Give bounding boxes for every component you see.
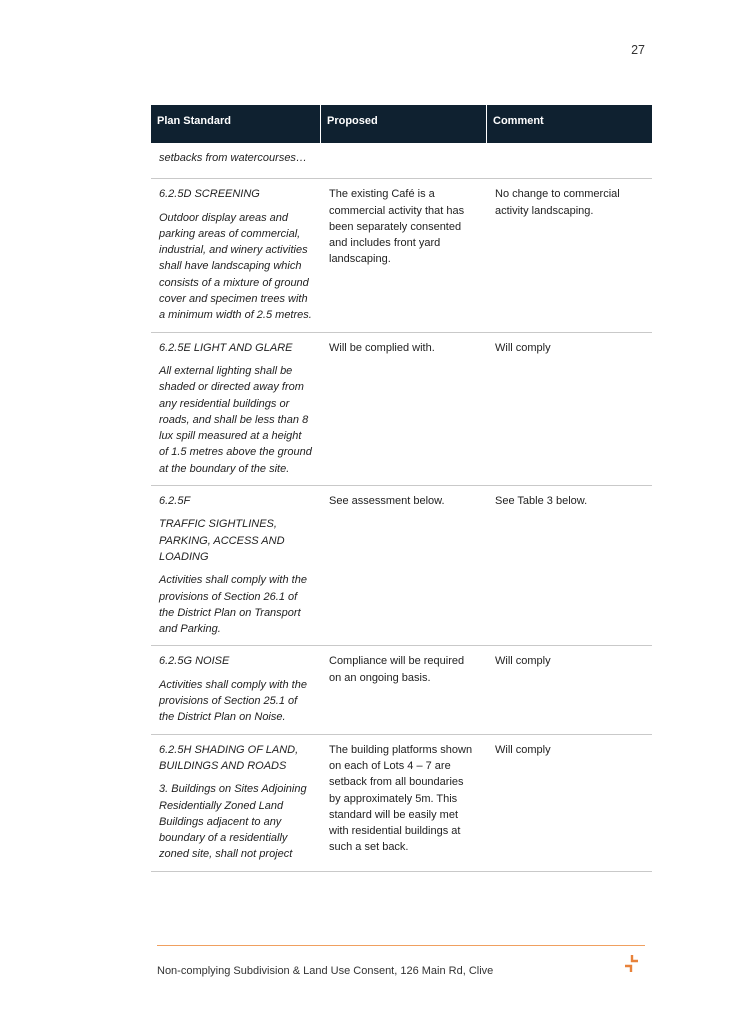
- proposed-cell: See assessment below.: [321, 486, 487, 645]
- proposed-cell: Will be complied with.: [321, 333, 487, 485]
- standard-heading: 6.2.5H SHADING OF LAND, BUILDINGS AND ROADS: [159, 743, 299, 772]
- footer-divider: [157, 945, 645, 946]
- table-row: [151, 333, 652, 486]
- continuation-text: setbacks from watercourses…: [159, 152, 307, 164]
- comment-cell: No change to commercial activity landscaping.: [495, 188, 620, 217]
- proposed-cell: Compliance will be required on an ongoing basis.: [321, 646, 487, 733]
- standard-text: Activities shall comply with the provisions of Section 26.1 of the District Plan on Transport and Parking.: [159, 574, 307, 636]
- comment-cell: Will comply: [495, 743, 551, 756]
- standard-text: 3. Buildings on Sites Adjoining Residentially Zoned Land Buildings adjacent to any boundary of a residentially zoned site, shall not project: [159, 783, 307, 861]
- table-row-continuation: [151, 143, 652, 179]
- standard-heading: 6.2.5E LIGHT AND GLARE: [159, 341, 293, 354]
- standard-subheading: TRAFFIC SIGHTLINES, PARKING, ACCESS AND LOADING: [159, 518, 285, 563]
- header-comment: Comment: [493, 115, 544, 127]
- table-header: [151, 105, 652, 143]
- standard-text: Activities shall comply with the provisions of Section 25.1 of the District Plan on Noise.: [159, 678, 307, 724]
- plan-standards-table: [151, 105, 652, 872]
- standard-text: All external lighting shall be shaded or directed away from any residential buildings or roads, and shall be less than 8 lux spill measured at a height of 1.5 metres above the ground at the boundary of the site.: [159, 364, 312, 475]
- company-logo-icon: [622, 954, 642, 974]
- table-row: [151, 486, 652, 646]
- comment-cell: Will comply: [495, 341, 551, 354]
- proposed-cell: The building platforms shown on each of Lots 4 – 7 are setback from all boundaries by approximately 5m. This standard will be easily met with residential buildings at such a set back.: [321, 735, 487, 871]
- standard-heading: 6.2.5F: [159, 495, 191, 508]
- page-number: 27: [631, 43, 645, 57]
- table-row: [151, 735, 652, 872]
- footer-text: Non-complying Subdivision & Land Use Consent, 126 Main Rd, Clive: [157, 965, 494, 977]
- standard-text: Outdoor display areas and parking areas of commercial, industrial, and winery activities shall have landscaping which consists of a mixture of ground cover and specimen trees with a minimum width of 2.5 metres.: [159, 211, 312, 322]
- proposed-cell: The existing Café is a commercial activity that has been separately consented and includes front yard landscaping.: [321, 179, 487, 331]
- header-proposed: Proposed: [321, 105, 487, 143]
- comment-cell: Will comply: [495, 655, 551, 668]
- table-row: [151, 646, 652, 734]
- standard-heading: 6.2.5G NOISE: [159, 655, 230, 668]
- comment-cell: See Table 3 below.: [495, 495, 588, 508]
- table-row: [151, 179, 652, 332]
- header-plan-standard: Plan Standard: [151, 105, 321, 143]
- standard-heading: 6.2.5D SCREENING: [159, 188, 260, 201]
